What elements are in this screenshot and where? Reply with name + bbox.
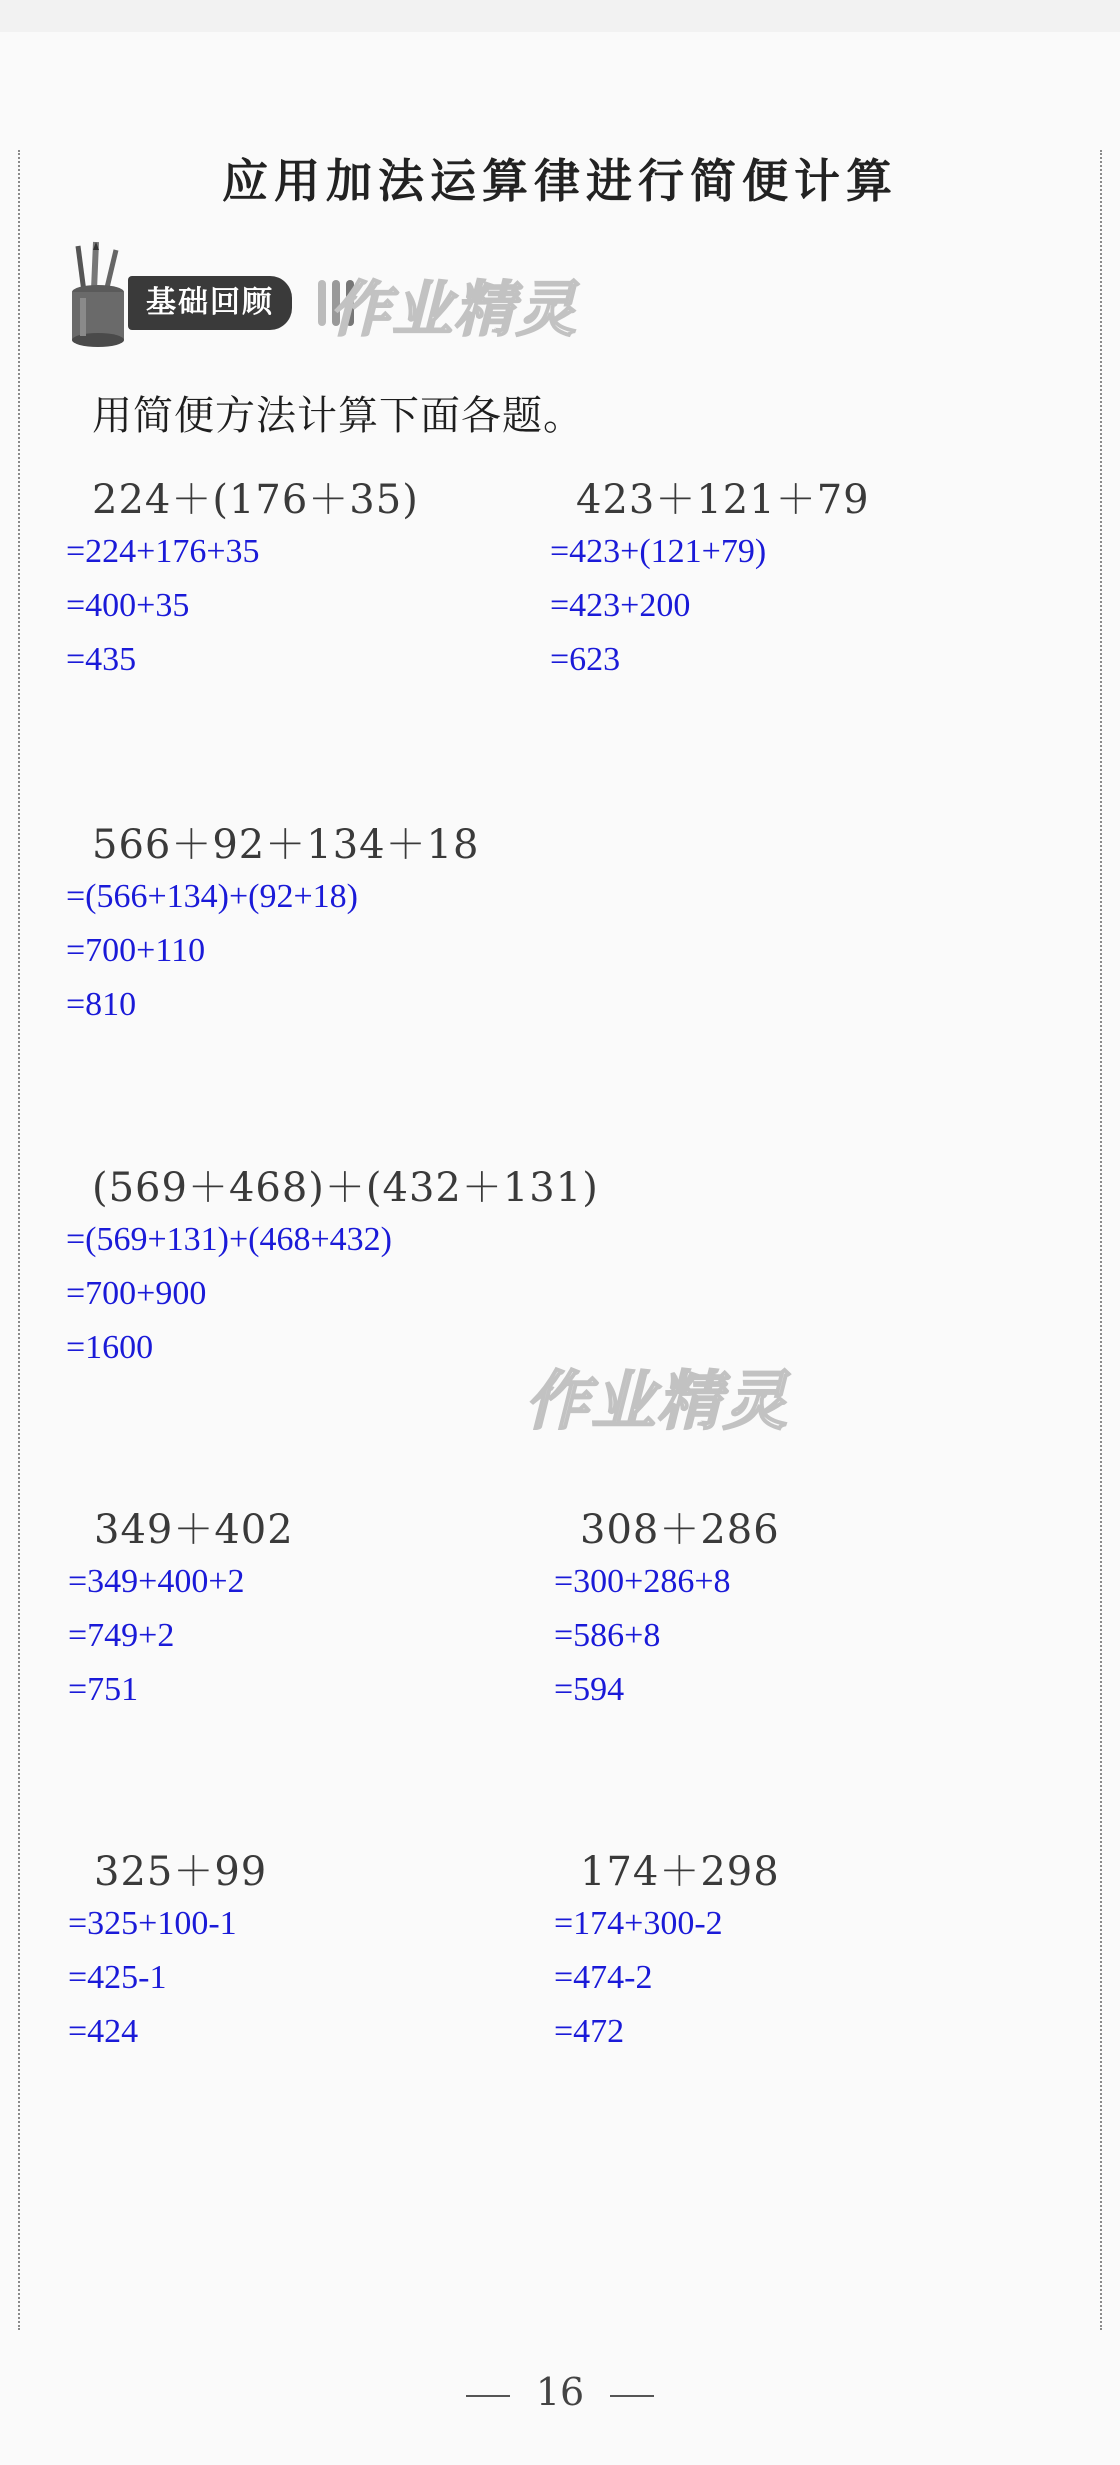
solution-step: =586+8 [554,1617,661,1654]
solution-step: =749+2 [68,1617,175,1654]
page-number: 16 [535,2370,585,2414]
footer-dash [466,2395,510,2397]
solution-step: =325+100-1 [68,1905,237,1942]
solution-step: =300+286+8 [554,1563,731,1600]
page-title: 应用加法运算律进行简便计算 [222,154,898,208]
solution-step: =700+110 [66,932,206,969]
solution-step: =425-1 [68,1959,167,1996]
problem-expression: 224＋(176＋35) [92,477,419,523]
solution-step: =(569+131)+(468+432) [66,1221,392,1258]
solution-step: =423+(121+79) [550,533,767,570]
problem-3 [66,820,480,1032]
problem-expression: 325＋99 [94,1849,268,1895]
problem-6 [554,1505,780,1717]
problem-2 [550,475,870,687]
solution-steps [554,1897,780,2059]
solution-step: =423+200 [550,587,691,624]
solution-steps [68,1555,294,1717]
pencil-cup-icon [66,240,130,350]
watermark: 作业精灵 [330,275,578,345]
solution-steps [554,1555,780,1717]
solution-step: =1600 [66,1329,154,1366]
solution-steps [68,1897,267,2059]
solution-steps [66,870,480,1032]
solution-step: =472 [554,2013,625,2050]
solution-step: =349+400+2 [68,1563,245,1600]
solution-step: =700+900 [66,1275,207,1312]
problem-expression: 308＋286 [580,1507,780,1553]
problem-expression: (569＋468)＋(432＋131) [92,1165,599,1211]
solution-steps [66,525,419,687]
solution-step: =(566+134)+(92+18) [66,878,358,915]
left-margin-dotted-line [18,150,20,2330]
problem-5 [68,1505,294,1717]
problem-expression: 566＋92＋134＋18 [92,822,480,868]
problem-8 [554,1847,780,2059]
top-band [0,0,1120,32]
solution-step: =400+35 [66,587,190,624]
solution-step: =474-2 [554,1959,653,1996]
solution-step: =810 [66,986,137,1023]
problem-7 [68,1847,267,2059]
footer-dash [610,2395,654,2397]
problem-expression: 174＋298 [580,1849,780,1895]
problem-4 [66,1163,599,1375]
solution-step: =435 [66,641,137,678]
solution-step: =224+176+35 [66,533,260,570]
page-footer [0,2370,1120,2414]
solution-step: =424 [68,2013,139,2050]
problem-expression: 349＋402 [94,1507,294,1553]
problem-expression: 423＋121＋79 [576,477,870,523]
solution-step: =594 [554,1671,625,1708]
instruction-text: 用简便方法计算下面各题。 [92,393,584,439]
section-badge: 基础回顾 [128,276,292,330]
solution-step: =623 [550,641,621,678]
solution-step: =174+300-2 [554,1905,723,1942]
solution-steps [550,525,870,687]
right-margin-dotted-line [1100,150,1102,2330]
problem-1 [66,475,419,687]
solution-step: =751 [68,1671,139,1708]
watermark: 作业精灵 [525,1365,789,1439]
solution-steps [66,1213,599,1375]
